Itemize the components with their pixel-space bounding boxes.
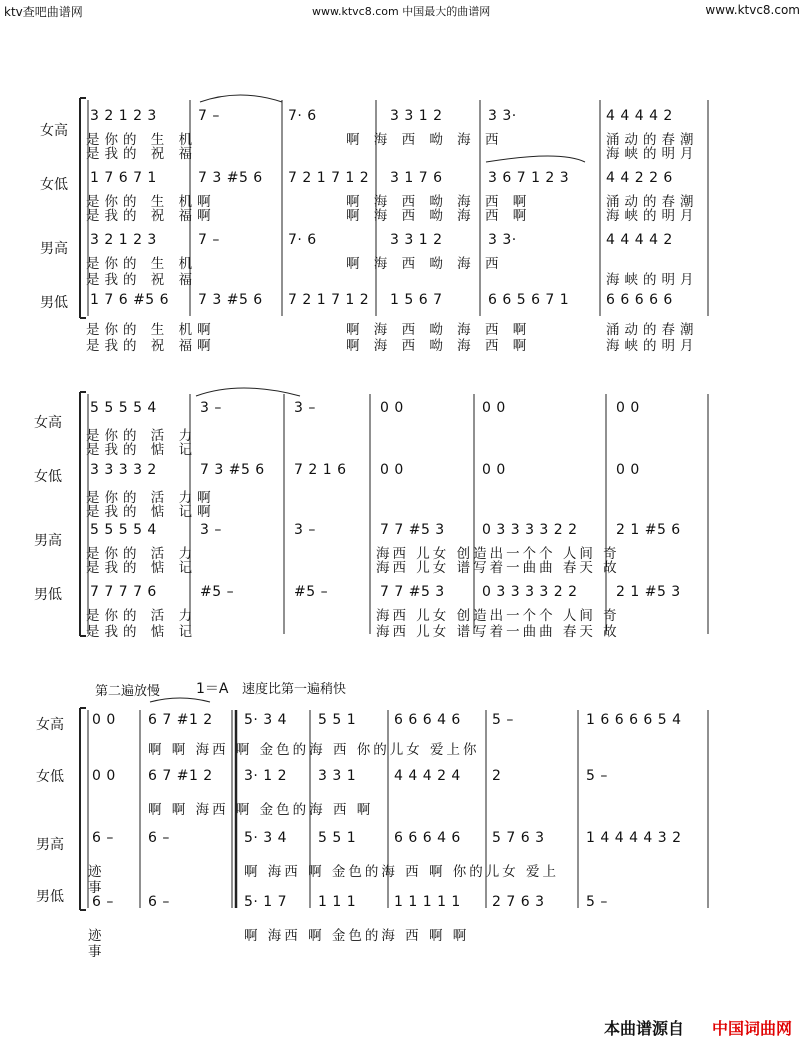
notes-s2-tenor-m3: 3 – (294, 522, 316, 538)
notes-s2-soprano-m1: 5 5 5 5 4 (90, 400, 157, 416)
header-tagline: www.ktvc8.com 中国最大的曲谱网 (312, 5, 491, 18)
lyrics-s2-bass-v2: 是我的 惦 记 (86, 624, 198, 640)
notes-s1-tenor-m5: 3 3· (488, 232, 517, 248)
voice-label-bass-3: 男低 (36, 889, 64, 905)
lyrics-s1-tenor-right: 啊 海 西 呦 海 西 (346, 256, 504, 272)
lyrics-s1-tenor-far-v2: 海峡的明月 (606, 272, 699, 288)
notes-s3-tenor-m7: 1 4 4 4 4 3 2 (586, 830, 682, 846)
notes-s1-alto-m4: 3 1 7 6 (390, 170, 443, 186)
voice-label-tenor-3: 男高 (36, 837, 64, 853)
notes-s1-bass-m6: 6 6 6 6 6 (606, 292, 673, 308)
notes-s1-bass-m3: 7 2 1 7 1 2 (288, 292, 370, 308)
lyrics-s2-soprano-v1: 是你的 活 力 (86, 428, 198, 444)
footer-source-label: 本曲谱源自 (604, 1019, 685, 1038)
lyrics-s1-alto-far-v2: 海峡的明月 (606, 208, 699, 224)
voice-label-tenor: 男高 (40, 241, 68, 257)
lyrics-s1-bass-far-v2: 海峡的明月 (606, 338, 699, 354)
notes-s3-alto-m4: 3 3 1 (318, 768, 357, 784)
header-site-name: ktv查吧曲谱网 (4, 5, 83, 19)
notes-s1-soprano-m5: 3 3· (488, 108, 517, 124)
lyrics-s2-tenor-v1: 是你的 活 力 (86, 546, 198, 562)
lyrics-s1-soprano-far-v2: 海峡的明月 (606, 146, 699, 162)
voice-label-alto-2: 女低 (34, 469, 62, 485)
notes-s2-bass-m6: 2 1 #5 3 (616, 584, 681, 600)
notes-s3-soprano-m3: 5· 3 4 (244, 712, 288, 728)
notes-s2-tenor-m6: 2 1 #5 6 (616, 522, 681, 538)
lyrics-s3-soprano: 啊 啊 海西 啊 金色的海 西 你的儿女 爱上你 (148, 742, 480, 758)
notes-s3-alto-m1: 0 0 (92, 768, 116, 784)
lyrics-s1-bass-v2: 是我的 祝 福啊 (86, 338, 216, 354)
notes-s1-soprano-m4: 3 3 1 2 (390, 108, 443, 124)
notes-s2-tenor-m2: 3 – (200, 522, 222, 538)
notes-s1-alto-m6: 4 4 2 2 6 (606, 170, 673, 186)
voice-label-bass: 男低 (40, 295, 68, 311)
notes-s3-alto-m3: 3· 1 2 (244, 768, 288, 784)
notes-s2-soprano-m4: 0 0 (380, 400, 404, 416)
voice-label-soprano: 女高 (40, 123, 68, 139)
voice-label-soprano-2: 女高 (34, 415, 62, 431)
lyrics-s1-alto-right-v2: 啊 海 西 呦 海 西 啊 (346, 208, 532, 224)
lyrics-s3-tenor-v1: 迹 (88, 864, 107, 880)
notes-s3-tenor-m5: 6 6 6 4 6 (394, 830, 461, 846)
lyrics-s1-tenor-v2: 是我的 祝 福 (86, 272, 198, 288)
notes-s3-alto-m6: 2 (492, 768, 502, 784)
lyrics-s2-alto-v1: 是你的 活 力啊 (86, 490, 216, 506)
notes-s3-soprano-m7: 1 6 6 6 6 5 4 (586, 712, 682, 728)
notes-s2-soprano-m6: 0 0 (616, 400, 640, 416)
voice-label-soprano-3: 女高 (36, 717, 64, 733)
notes-s2-alto-m5: 0 0 (482, 462, 506, 478)
lyrics-s1-alto-v1: 是你的 生 机啊 (86, 194, 216, 210)
notes-s3-bass-m1: 6 – (92, 894, 114, 910)
lyrics-s1-soprano-v1: 是你的 生 机 (86, 132, 198, 148)
notes-s2-tenor-m1: 5 5 5 5 4 (90, 522, 157, 538)
notes-s1-bass-m1: 1 7 6 #5 6 (90, 292, 170, 308)
lyrics-s3-alto: 啊 啊 海西 啊 金色的海 西 啊 (148, 802, 374, 818)
voice-label-bass-2: 男低 (34, 587, 62, 603)
notes-s1-tenor-m2: 7 – (198, 232, 220, 248)
notes-s1-tenor-m3: 7· 6 (288, 232, 317, 248)
lyrics-s2-bass-v1: 是你的 活 力 (86, 608, 198, 624)
notes-s2-soprano-m2: 3 – (200, 400, 222, 416)
notes-s3-soprano-m2: 6 7 #1 2 (148, 712, 213, 728)
notes-s2-soprano-m5: 0 0 (482, 400, 506, 416)
lyrics-s1-bass-far-v1: 涌动的春潮 (606, 322, 699, 338)
notes-s2-alto-m2: 7 3 #5 6 (200, 462, 265, 478)
lyrics-s2-tenor-v2: 是我的 惦 记 (86, 560, 198, 576)
lyrics-s1-soprano-far-v1: 涌动的春潮 (606, 132, 699, 148)
notes-s1-tenor-m6: 4 4 4 4 2 (606, 232, 673, 248)
notes-s3-bass-m5: 1 1 1 1 1 (394, 894, 461, 910)
lyrics-s1-alto-v2: 是我的 祝 福啊 (86, 208, 216, 224)
notes-s3-soprano-m4: 5 5 1 (318, 712, 357, 728)
notes-s3-alto-m7: 5 – (586, 768, 608, 784)
tempo-instruction: 速度比第一遍稍快 (242, 682, 347, 697)
notes-s3-tenor-m4: 5 5 1 (318, 830, 357, 846)
notes-s3-bass-m3: 5· 1 7 (244, 894, 288, 910)
lyrics-s1-bass-right-v1: 啊 海 西 呦 海 西 啊 (346, 322, 532, 338)
notes-s1-soprano-m6: 4 4 4 4 2 (606, 108, 673, 124)
notes-s2-tenor-m5: 0 3 3 3 3 2 2 (482, 522, 578, 538)
notes-s2-soprano-m3: 3 – (294, 400, 316, 416)
lyrics-s3-tenor-v2: 事 (88, 880, 107, 896)
notes-s1-soprano-m1: 3 2 1 2 3 (90, 108, 157, 124)
voice-label-tenor-2: 男高 (34, 533, 62, 549)
notes-s3-tenor-m1: 6 – (92, 830, 114, 846)
lyrics-s3-bass-v1: 迹 (88, 928, 107, 944)
lyrics-s2-tenor-right-v1: 海西 儿女 创造出一个个 人间 奇 (376, 546, 620, 562)
notes-s1-alto-m3: 7 2 1 7 1 2 (288, 170, 370, 186)
lyrics-s2-alto-v2: 是我的 惦 记啊 (86, 504, 216, 520)
notes-s1-alto-m1: 1 7 6 7 1 (90, 170, 157, 186)
lyrics-s2-bass-right-v2: 海西 儿女 谱写着一曲曲 春天 故 (376, 624, 620, 640)
notes-s1-bass-m5: 6 6 5 6 7 1 (488, 292, 570, 308)
notes-s2-tenor-m4: 7 7 #5 3 (380, 522, 445, 538)
lyrics-s3-bass-right: 啊 海西 啊 金色的海 西 啊 啊 (244, 928, 470, 944)
notes-s2-alto-m1: 3 3 3 3 2 (90, 462, 157, 478)
notes-s3-soprano-m6: 5 – (492, 712, 514, 728)
notes-s3-bass-m6: 2 7 6 3 (492, 894, 545, 910)
notes-s1-bass-m2: 7 3 #5 6 (198, 292, 263, 308)
lyrics-s2-bass-right-v1: 海西 儿女 创造出一个个 人间 奇 (376, 608, 620, 624)
notes-s3-bass-m4: 1 1 1 (318, 894, 357, 910)
notes-s3-alto-m2: 6 7 #1 2 (148, 768, 213, 784)
notes-s2-bass-m4: 7 7 #5 3 (380, 584, 445, 600)
notes-s1-soprano-m2: 7 – (198, 108, 220, 124)
footer-site-name[interactable]: 中国词曲网 (712, 1019, 793, 1038)
voice-label-alto-3: 女低 (36, 769, 64, 785)
lyrics-s1-soprano-right: 啊 海 西 呦 海 西 (346, 132, 504, 148)
notes-s2-bass-m1: 7 7 7 7 6 (90, 584, 157, 600)
notes-s1-alto-m5: 3 6 7 1 2 3 (488, 170, 570, 186)
notes-s3-tenor-m2: 6 – (148, 830, 170, 846)
lyrics-s2-soprano-v2: 是我的 惦 记 (86, 442, 198, 458)
notes-s2-bass-m5: 0 3 3 3 3 2 2 (482, 584, 578, 600)
notes-s1-tenor-m4: 3 3 1 2 (390, 232, 443, 248)
notes-s2-alto-m3: 7 2 1 6 (294, 462, 347, 478)
notes-s2-alto-m4: 0 0 (380, 462, 404, 478)
notes-s1-soprano-m3: 7· 6 (288, 108, 317, 124)
lyrics-s1-bass-right-v2: 啊 海 西 呦 海 西 啊 (346, 338, 532, 354)
notes-s3-bass-m7: 5 – (586, 894, 608, 910)
lyrics-s1-alto-right-v1: 啊 海 西 呦 海 西 啊 (346, 194, 532, 210)
notes-s3-soprano-m1: 0 0 (92, 712, 116, 728)
tempo-note: 第二遍放慢 (95, 684, 161, 699)
lyrics-s3-tenor-right: 啊 海西 啊 金色的海 西 啊 你的儿女 爱上 (244, 864, 560, 880)
lyrics-s3-bass-v2: 事 (88, 944, 107, 960)
lyrics-s2-tenor-right-v2: 海西 儿女 谱写着一曲曲 春天 故 (376, 560, 620, 576)
notes-s1-bass-m4: 1 5 6 7 (390, 292, 443, 308)
notes-s3-bass-m2: 6 – (148, 894, 170, 910)
notes-s1-alto-m2: 7 3 #5 6 (198, 170, 263, 186)
notes-s2-alto-m6: 0 0 (616, 462, 640, 478)
notes-s3-soprano-m5: 6 6 6 4 6 (394, 712, 461, 728)
lyrics-s1-soprano-v2: 是我的 祝 福 (86, 146, 198, 162)
notes-s2-bass-m2: #5 – (200, 584, 235, 600)
lyrics-s1-tenor-v1: 是你的 生 机 (86, 256, 198, 272)
lyrics-s1-bass-v1: 是你的 生 机啊 (86, 322, 216, 338)
lyrics-s1-alto-far-v1: 涌动的春潮 (606, 194, 699, 210)
voice-label-alto: 女低 (40, 177, 68, 193)
key-signature: 1＝A (196, 681, 229, 697)
header-url[interactable]: www.ktvc8.com (705, 3, 800, 17)
notes-s1-tenor-m1: 3 2 1 2 3 (90, 232, 157, 248)
notes-s3-alto-m5: 4 4 4 2 4 (394, 768, 461, 784)
notes-s2-bass-m3: #5 – (294, 584, 329, 600)
notes-s3-tenor-m3: 5· 3 4 (244, 830, 288, 846)
notes-s3-tenor-m6: 5 7 6 3 (492, 830, 545, 846)
